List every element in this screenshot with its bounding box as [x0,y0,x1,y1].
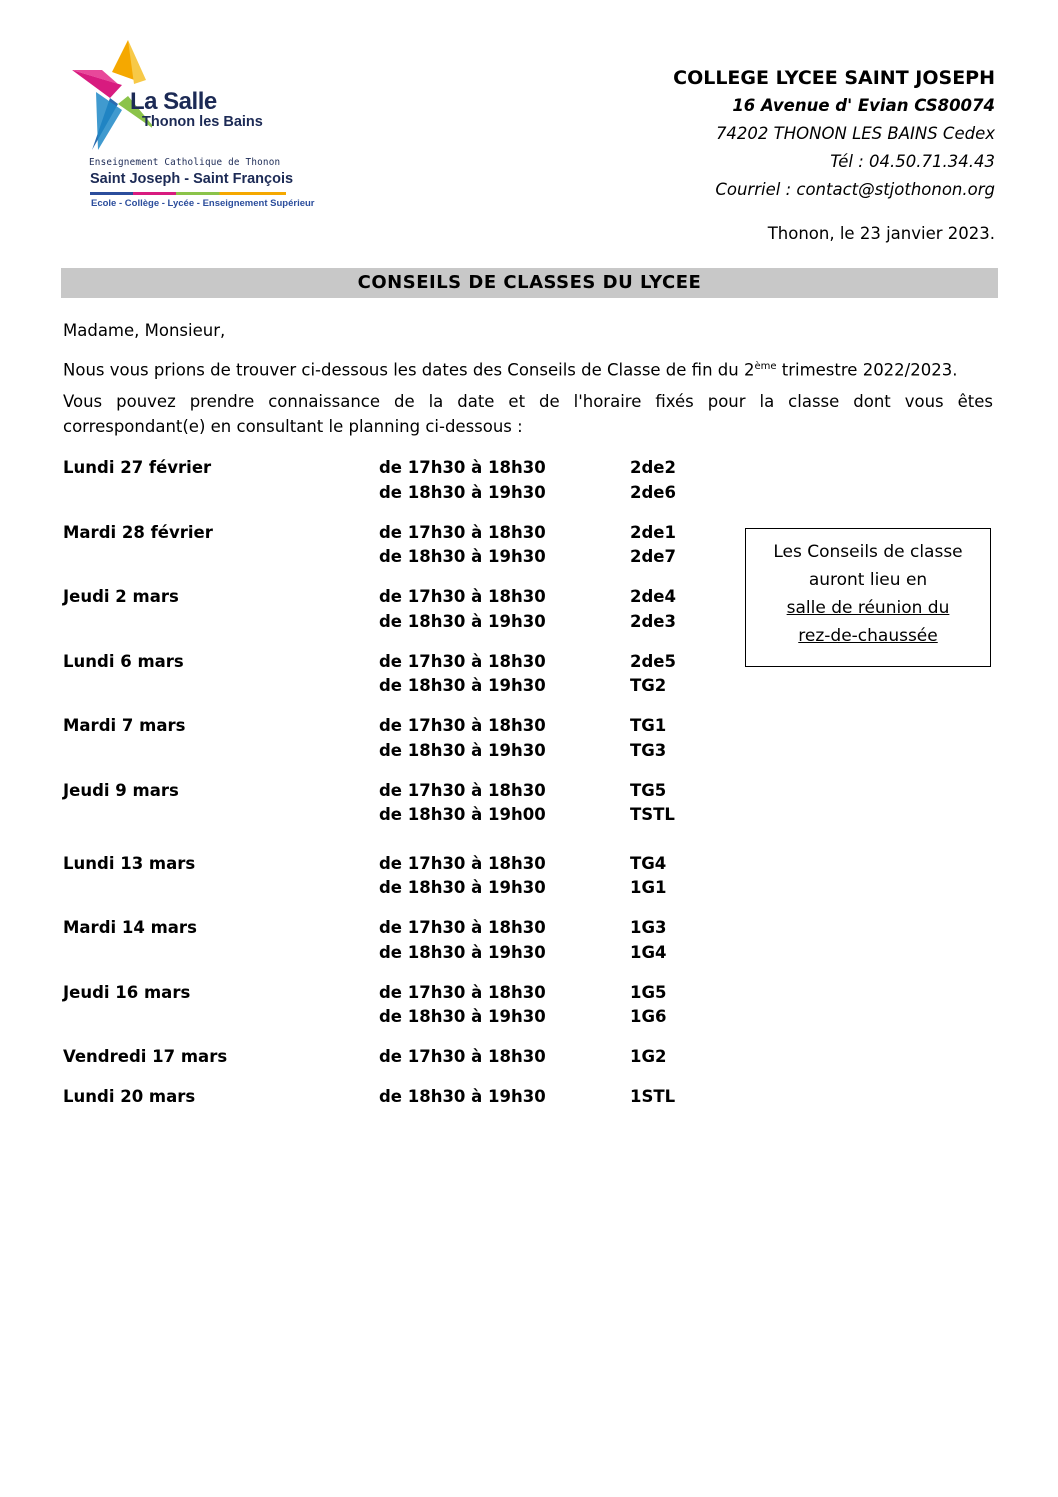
schedule-class: 2de7 [630,547,676,566]
schedule-time: de 18h30 à 19h30 [379,740,546,760]
logo-line2: Saint Joseph - Saint François [90,171,294,187]
schedule-time: de 17h30 à 18h30 [379,587,546,606]
logo-city: Thonon les Bains [142,114,263,130]
page-title: CONSEILS DE CLASSES DU LYCEE [357,272,702,293]
schedule-class: 2de2 [630,458,676,477]
schedule-class: TG4 [630,853,667,873]
schedule-time: de 18h30 à 19h30 [379,547,546,566]
schedule-day: Lundi 27 février [63,458,212,477]
schedule-day: Jeudi 2 mars [63,587,179,606]
schedule-time: de 18h30 à 19h30 [379,942,546,962]
logo-brand: La Salle [130,88,217,115]
schedule-class: 1STL [630,1087,676,1106]
note-line: auront lieu en [808,570,928,590]
note-line-underlined: salle de réunion du [786,598,950,618]
logo-line1: Enseignement Catholique de Thonon [89,157,281,168]
intro-text-end: trimestre 2022/2023. [776,360,958,380]
schedule-time: de 17h30 à 18h30 [379,982,546,1002]
schedule-class: 1G3 [630,918,667,937]
schedule-class: TG5 [630,780,667,800]
schedule-row [63,652,723,677]
logo-color-bar [90,192,286,195]
schedule-class: 2de1 [630,522,676,542]
note-line: Les Conseils de classe [773,542,963,562]
schedule-row [63,983,723,1008]
schedule-row [63,676,723,701]
schedule-class: 1G1 [630,878,667,897]
schedule-class: TG3 [630,740,667,760]
schedule-row [63,716,723,741]
schedule-time: de 18h30 à 19h30 [379,1007,546,1026]
intro-text: Nous vous prions de trouver ci-dessous les dates des Conseils de Classe de fin du 2 [63,360,755,380]
schedule-class: 1G4 [630,942,667,962]
note-line-underlined: rez-de-chaussée [798,626,938,646]
school-city: 74202 THONON LES BAINS Cedex [715,124,995,143]
schedule-row [63,854,723,879]
schedule-row [63,1087,723,1112]
schedule-class: 2de4 [630,587,676,606]
schedule-time: de 17h30 à 18h30 [379,853,546,873]
schedule-time: de 18h30 à 19h00 [379,805,546,824]
schedule-day: Lundi 20 mars [63,1087,196,1106]
schedule-day: Lundi 6 mars [63,651,184,671]
schedule-row [63,483,723,508]
school-address [673,64,995,204]
schedule-class: 2de3 [630,611,676,631]
schedule-class: TG2 [630,676,667,695]
schedule-time: de 18h30 à 19h30 [379,878,546,897]
schedule-day: Mardi 28 février [63,522,213,542]
schedule-row [63,523,723,548]
schedule-row [63,741,723,766]
schedule-row [63,1007,723,1032]
schedule-time: de 18h30 à 19h30 [379,676,546,695]
instructions-paragraph: Vous pouvez prendre connaissance de la date et de l'horaire fixés pour la classe dont vous êtes correspondant(e) en consultant le planning ci-dessous : [63,392,993,436]
schedule-class: 1G5 [630,982,667,1002]
schedule-time: de 17h30 à 18h30 [379,780,546,800]
schedule-time: de 18h30 à 19h30 [379,611,546,631]
schedule-day: Vendredi 17 mars [63,1047,228,1066]
schedule-class: 2de6 [630,482,676,502]
schedule-class: 1G6 [630,1007,667,1026]
school-logo [62,40,315,215]
letter-date: Thonon, le 23 janvier 2023. [767,224,995,243]
schedule-time: de 17h30 à 18h30 [379,1047,546,1066]
schedule-time: de 18h30 à 19h30 [379,1087,546,1106]
schedule-row [63,878,723,903]
schedule-row [63,587,723,612]
location-note-box [745,528,991,667]
schedule-row [63,547,723,572]
schedule-time: de 17h30 à 18h30 [379,522,546,542]
schedule-row [63,458,723,483]
school-street: 16 Avenue d' Evian CS80074 [732,96,995,115]
title-bar [61,268,998,298]
schedule-time: de 17h30 à 18h30 [379,716,546,735]
schedule-table [63,458,723,1112]
intro-paragraph [63,354,993,383]
school-email: Courriel : contact@stjothonon.org [715,180,995,199]
schedule-row [63,1047,723,1072]
schedule-row [63,805,723,830]
schedule-day: Lundi 13 mars [63,853,196,873]
school-name: COLLEGE LYCEE SAINT JOSEPH [673,67,995,89]
schedule-class: 1G2 [630,1047,667,1066]
logo-line3: Ecole - Collège - Lycée - Enseignement Supérieur [91,198,315,209]
schedule-row [63,943,723,968]
schedule-row [63,781,723,806]
schedule-day: Mardi 7 mars [63,716,186,735]
schedule-time: de 18h30 à 19h30 [379,482,546,502]
schedule-time: de 17h30 à 18h30 [379,918,546,937]
schedule-class: 2de5 [630,651,676,671]
schedule-row [63,612,723,637]
school-phone: Tél : 04.50.71.34.43 [830,152,995,171]
schedule-class: TSTL [630,805,675,824]
intro-superscript: ème [754,361,777,372]
schedule-day: Jeudi 16 mars [63,982,191,1002]
schedule-row [63,918,723,943]
salutation: Madame, Monsieur, [63,321,226,340]
schedule-day: Mardi 14 mars [63,918,197,937]
schedule-time: de 17h30 à 18h30 [379,458,546,477]
schedule-time: de 17h30 à 18h30 [379,651,546,671]
schedule-class: TG1 [630,716,667,735]
schedule-day: Jeudi 9 mars [63,780,179,800]
